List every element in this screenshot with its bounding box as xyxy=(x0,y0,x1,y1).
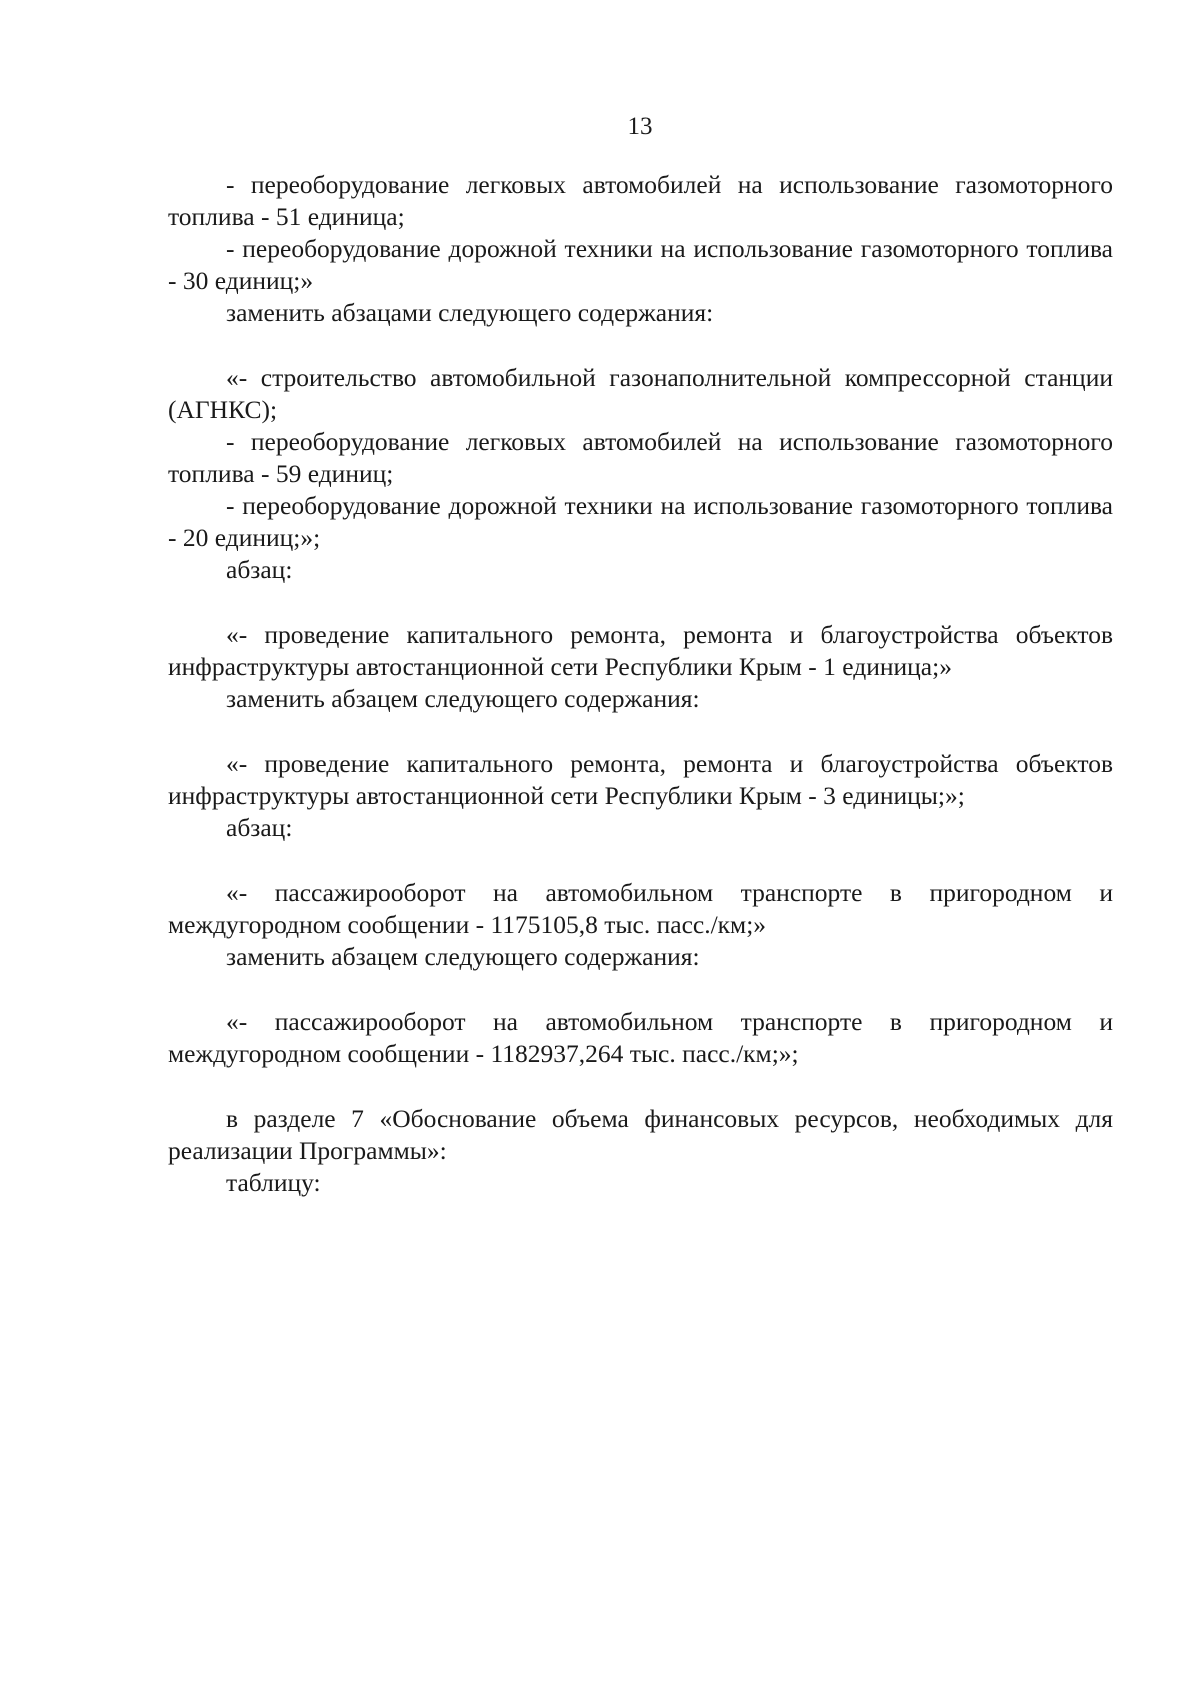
paragraph-cars-59: - переоборудование легковых автомобилей на использование газомоторного топлива - 59 единиц; xyxy=(168,427,1113,488)
paragraph-section-7: в разделе 7 «Обоснование объема финансовых ресурсов, необходимых для реализации Программы»: xyxy=(168,1104,1113,1165)
page-number: 13 xyxy=(627,113,653,140)
paragraph-passenger-new: «- пассажирооборот на автомобильном транспорте в пригородном и междугородном сообщении - 1182937,264 тыс. пасс./км;»; xyxy=(168,1007,1113,1068)
paragraph-agnks: «- строительство автомобильной газонаполнительной компрессорной станции (АГНКС); xyxy=(168,363,1113,424)
document-body xyxy=(168,169,1113,1199)
paragraph-abzac-1: абзац: xyxy=(226,555,293,584)
paragraph-road-30: - переоборудование дорожной техники на использование газомоторного топлива - 30 единиц;» xyxy=(168,234,1113,295)
paragraph-replace-with-paragraph-2: заменить абзацем следующего содержания: xyxy=(226,942,700,971)
paragraph-table: таблицу: xyxy=(226,1168,321,1197)
paragraph-cars-51: - переоборудование легковых автомобилей на использование газомоторного топлива - 51 единица; xyxy=(168,170,1113,231)
paragraph-abzac-2: абзац: xyxy=(226,813,293,842)
paragraph-replace-with-paragraph-1: заменить абзацем следующего содержания: xyxy=(226,684,700,713)
paragraph-replace-with-paragraphs: заменить абзацами следующего содержания: xyxy=(226,298,714,327)
paragraph-road-20: - переоборудование дорожной техники на использование газомоторного топлива - 20 единиц;»; xyxy=(168,491,1113,552)
paragraph-repair-3: «- проведение капитального ремонта, ремонта и благоустройства объектов инфраструктуры автостанционной сети Республики Крым - 3 единицы;»; xyxy=(168,749,1113,810)
paragraph-passenger-old: «- пассажирооборот на автомобильном транспорте в пригородном и междугородном сообщении - 1175105,8 тыс. пасс./км;» xyxy=(168,878,1113,939)
paragraph-repair-1: «- проведение капитального ремонта, ремонта и благоустройства объектов инфраструктуры автостанционной сети Республики Крым - 1 единица;» xyxy=(168,620,1113,681)
